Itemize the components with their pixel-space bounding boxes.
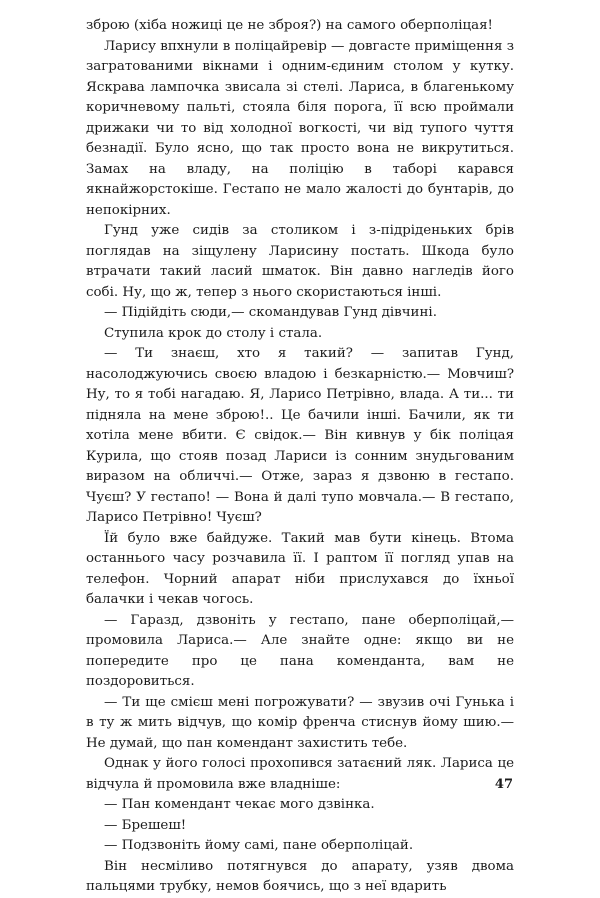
paragraph: — Ти ще смієш мені погрожувати? — звузив очі Гунька і в ту ж мить відчув, що комір френча стиснув йому шию.— Не думай, що пан комендант захистить тебе. [86,694,514,751]
paragraph: Гунд уже сидів за столиком і з-підріденьких брів поглядав на зіщулену Ларисину постать. Шкода було втрачати такий ласий шматок. Він давно нагледів його собі. Ну, що ж, тепер з нього скористаються інші. [86,223,514,300]
page-number: 47 [494,777,513,792]
paragraph: — Ти знаєш, хто я такий? — запитав Гунд, насолоджуючись своєю владою і безкарністю.— Мовчиш? Ну, то я тобі нагадаю. Я, Ларисо Петрівно, влада. А ти... ти підняла на мене зброю!.. Це бачили інші. Бачили, як ти хотіла мене вбити. Є свідок.— Він кивнув у бік поліцая Курила, що стояв позад Лариси із сонним знудьгованим виразом на обличчі.— Отже, зараз я дзвоню в гестапо. Чуєш? У гестапо! — Вона й далі тупо мовчала.— В гестапо, Ларисо Петрівно! Чуєш? [86,346,514,525]
paragraph: — Гаразд, дзвоніть у гестапо, пане оберполіцай,— промовила Лариса.— Але знайте одне: якщо ви не попередите про це пана коменданта, вам не поздоровиться. [86,612,514,689]
paragraph: Він несміливо потягнувся до апарату, узяв двома пальцями трубку, немов боячись, що з неї вдарить [86,858,514,894]
body-text [86,16,514,898]
paragraph: — Подзвоніть йому самі, пане оберполіцай. [104,838,414,853]
paragraph: Ларису впхнули в поліцайревір — довгасте приміщення з загратованими вікнами і одним-єдиним столом у кутку. Яскрава лампочка звисала зі стелі. Лариса, в благенькому коричневому пальті, стояла біля порога, її всю проймали дрижаки чи то від холодної вогкості, чи від тупого чуття безнадії. Було ясно, що так просто вона не викрутиться. Замах на владу, на поліцію в таборі карався якнайжорстокіше. Гестапо не мало жалості до бунтарів, до непокірних. [86,38,514,218]
paragraph: — Брешеш! [104,817,187,833]
paragraph: зброю (хіба ножиці це не зброя?) на самого оберполіцая! [86,18,493,33]
paragraph: Ступила крок до столу і стала. [104,325,323,341]
paragraph: — Пан комендант чекає мого дзвінка. [104,797,375,812]
paragraph: Однак у його голосі прохопився затаєний ляк. Лариса це відчула й промовила вже владніше: [86,756,514,792]
paragraph: Їй було вже байдуже. Такий мав бути кінець. Втома останнього часу розчавила її. І раптом її погляд упав на телефон. Чорний апарат ніби прислухався до їхньої балачки і чекав чогось. [86,530,514,607]
paragraph: — Підійдіть сюди,— скомандував Гунд дівчині. [104,305,437,320]
